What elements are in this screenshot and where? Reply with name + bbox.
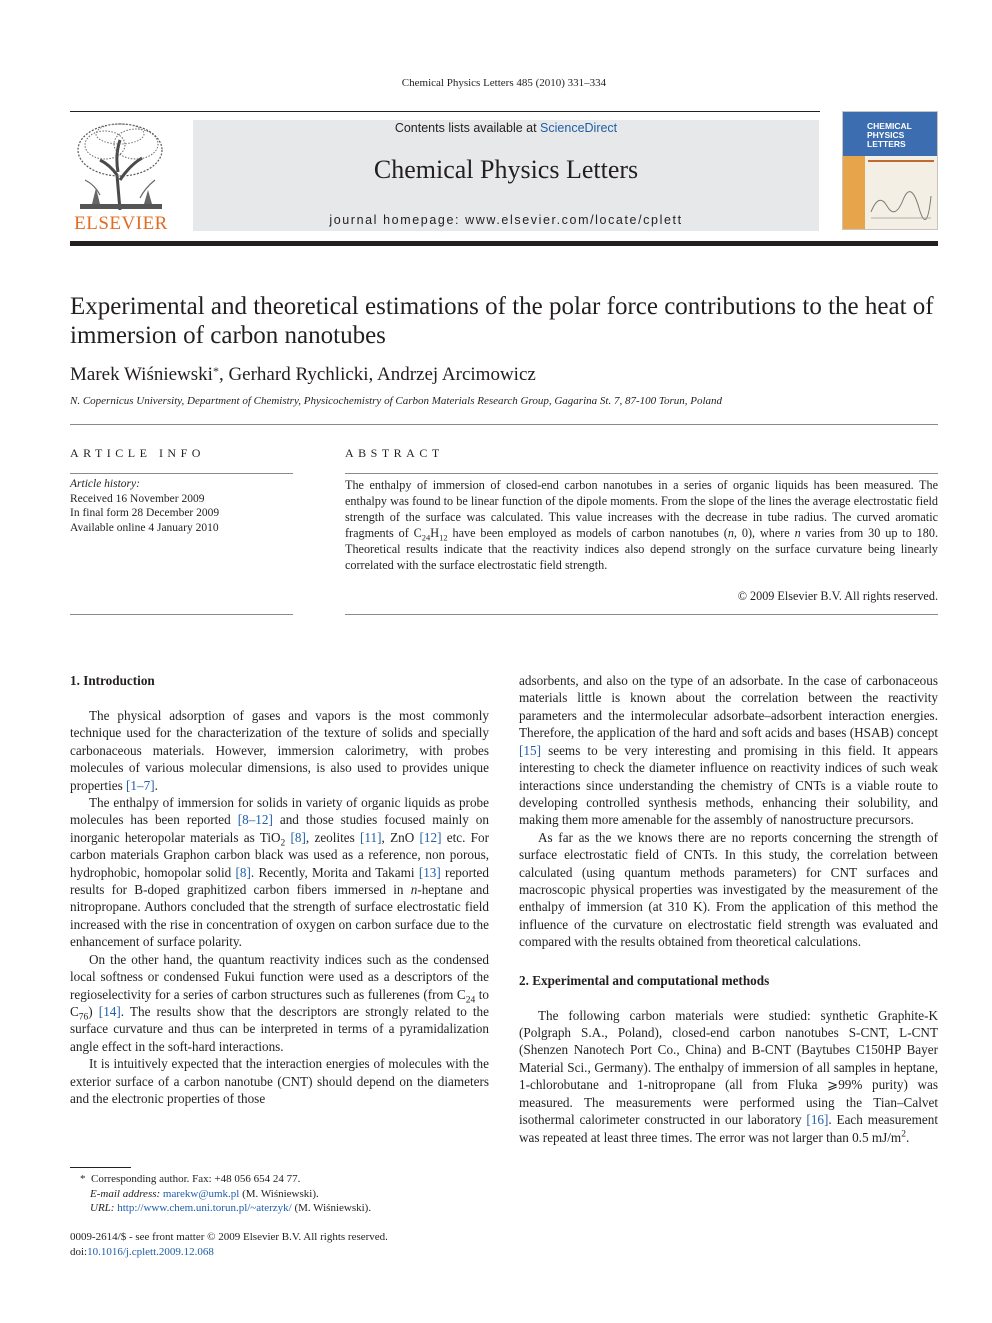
citation-link[interactable]: [11] <box>360 829 382 845</box>
section-heading: 2. Experimental and computational methods <box>519 972 770 988</box>
footnote-corresponding: * Corresponding author. Fax: +48 056 654 24 77. <box>80 1173 301 1185</box>
author-name[interactable]: Marek Wiśniewski <box>70 364 213 385</box>
citation-link[interactable]: [8] <box>235 864 251 880</box>
paragraph: The physical adsorption of gases and vapors is the most commonly technique used for the characterization of the texture of solids and specially carbonaceous materials. However, immersion calorimetry, with probes molecules of various molecular dimensions, is also used to provides unique properties [1–7]. <box>70 707 489 793</box>
paragraph: As far as the we knows there are no reports concerning the strength of surface electrostatic field of CNTs. In this study, the correlation between calculated (using quantum methods parameters) for CNT surfaces and macroscopic physical properties was investigated by the measurement of the enthalpy of immersion (at 310 K). From the application of this method the influence of the curvature on electrostatic field strength was evaluated and compared with the results obtained from theoretical calculations. <box>519 829 938 950</box>
doi-link[interactable]: 10.1016/j.cplett.2009.12.068 <box>87 1245 214 1258</box>
citation-link[interactable]: [12] <box>419 829 442 845</box>
author-list <box>70 364 536 386</box>
article-title: Experimental and theoretical estimations of the polar force contributions to the heat of immersion of carbon nanotubes <box>70 293 934 349</box>
body-column-left <box>70 672 489 1108</box>
journal-homepage: journal homepage: www.elsevier.com/locate/cplett <box>329 213 683 227</box>
citation-link[interactable]: [8–12] <box>237 812 273 828</box>
article-info-heading: ARTICLE INFO <box>70 446 205 460</box>
footnote-email: E-mail address: marekw@umk.pl (M. Wiśniewski). <box>90 1187 319 1200</box>
abstract-text: The enthalpy of immersion of closed-end carbon nanotubes in a series of organic liquids has been measured. The enthalpy was found to be linear function of the dipole moments. From the slope of the lines the average electrostatic field strength of the surface was calculated. This value increases with the decrease in tube radius. The curved aromatic fragments of $C_{24}H_{12}$ have been employed as models of carbon nanotubes (n, 0), where n varies from 30 up to 180. Theoretical results indicate that the reactivity indices also depend strongly on the surface curvature being linearly correlated with the surface electrostatic field strength. <box>345 478 939 572</box>
paragraph: The following carbon materials were studied: synthetic Graphite-K (Polgraph S.A., Poland), closed-end carbon nanotubes S-CNT, L-CNT (Shenzen Nanotech Port Co., China) and B-CNT (Baytubes C150HP Bayer Material Sci., Germany). The enthalpy of immersion of all samples in heptane, 1-chlorobutane and 1-nitropropane (all from Fluka ⩾99% purity) was measured. The measurements were performed using the Tian–Calvet isothermal calorimeter constructed in our laboratory [16]. Each measurement was repeated at least three times. The error was not larger than 0.5 $mJ/m^2$. <box>519 1007 938 1145</box>
sciencedirect-link[interactable]: ScienceDirect <box>540 121 618 135</box>
article-history: Article history: Received 16 November 2009 In final form 28 December 2009 Available online 4 January 2010 <box>70 478 220 534</box>
citation-link[interactable]: [16] <box>806 1112 829 1128</box>
header-thick-rule <box>70 241 938 246</box>
abstract-copyright: © 2009 Elsevier B.V. All rights reserved. <box>737 589 938 603</box>
cover-title: CHEMICAL PHYSICS LETTERS <box>867 121 912 149</box>
elsevier-logo <box>70 120 172 232</box>
journal-title: Chemical Physics Letters <box>373 155 639 184</box>
elsevier-tree-icon <box>70 120 172 212</box>
journal-cover-thumbnail <box>842 111 938 230</box>
paragraph: adsorbents, and also on the type of an adsorbate. In the case of carbonaceous materials little is known about the correlation between the reactivity parameters and the intermolecular adsorbate–adsorbent interaction energies. Therefore, the application of the hard and soft acids and bases (HSAB) concept [15] seems to be very interesting and promising in this field. It appears interesting to check the diameter influence on reactivity indices of such weak interactions since understanding the chemistry of CNTs is a viable route to developing controlled synthesis methods, enhancing their solubility, and making them more amenable for the assembly of nanostructure precursors. <box>519 673 938 828</box>
paragraph: The enthalpy of immersion for solids in variety of organic liquids as probe molecules has been reported [8–12] and those studies focused mainly on inorganic heteropolar materials as TiO$_2$ [8], zeolites [11], ZnO [12] etc. For carbon materials Graphon carbon black was used as a reference, non porous, hydrophobic, homopolar solid [8]. Recently, Morita and Takami [13] reported results for B-doped graphitized carbon fibers immersed in n-heptane and nitropropane. Authors concluded that the strength of surface electrostatic field increased with the rise in concentration of oxygen on carbon surface due to the enhancement of surface polarity. <box>70 794 490 950</box>
doi-line: doi:10.1016/j.cplett.2009.12.068 <box>70 1245 214 1258</box>
cover-graph-icon <box>869 182 933 222</box>
affiliation-rule <box>70 424 938 425</box>
elsevier-wordmark: ELSEVIER <box>74 213 168 234</box>
citation-link[interactable]: [8] <box>290 829 306 845</box>
homepage-link[interactable]: http://www.chem.uni.torun.pl/~aterzyk/ <box>117 1202 292 1215</box>
footnote-rule <box>70 1167 131 1168</box>
footnotes <box>70 1172 371 1216</box>
author-names: , Gerhard Rychlicki, Andrzej Arcimowicz <box>218 364 536 385</box>
imprint <box>70 1230 388 1259</box>
paragraph: On the other hand, the quantum reactivity indices such as the condensed local softness or condensed Fukui function were used as a descriptors of the regioselectivity for a series of carbon structures such as fullerenes (from $C_{24}$ to $C_{76}$) [14]. The results show that the descriptors are strongly related to the surface curvature and thus can be interpreted in terms of a pyramidalization angle effect in the soft-hard interactions. <box>70 951 489 1054</box>
footnote-url: URL: http://www.chem.uni.torun.pl/~aterzyk/ (M. Wiśniewski). <box>90 1202 372 1215</box>
citation-link[interactable]: [14] <box>98 1004 121 1019</box>
email-link[interactable]: marekw@umk.pl <box>162 1187 240 1200</box>
issn-line: 0009-2614/$ - see front matter © 2009 Elsevier B.V. All rights reserved. <box>70 1231 388 1243</box>
citation-link[interactable]: [15] <box>519 742 541 758</box>
corresponding-author-mark[interactable]: * <box>212 364 219 378</box>
section-heading: 1. Introduction <box>70 673 155 688</box>
body-column-right <box>519 672 938 1146</box>
affiliation: N. Copernicus University, Department of Chemistry, Physicochemistry of Carbon Materials Research Group, Gagarina St. 7, 87-100 Torun, Poland <box>70 395 723 407</box>
journal-banner <box>193 120 819 231</box>
abstract-heading: ABSTRACT <box>345 446 444 460</box>
contents-prefix: Contents lists available at <box>394 121 541 135</box>
paragraph: It is intuitively expected that the interaction energies of molecules with the exterior surface of a carbon nanotube (CNT) should depend on the diameters and the electronic properties of those <box>70 1056 489 1107</box>
citation-link[interactable]: [1–7] <box>126 777 155 793</box>
citation-link[interactable]: [13] <box>418 864 441 880</box>
contents-line <box>193 121 819 135</box>
header-rule <box>70 111 820 112</box>
running-head: Chemical Physics Letters 485 (2010) 331–334 <box>401 77 607 89</box>
